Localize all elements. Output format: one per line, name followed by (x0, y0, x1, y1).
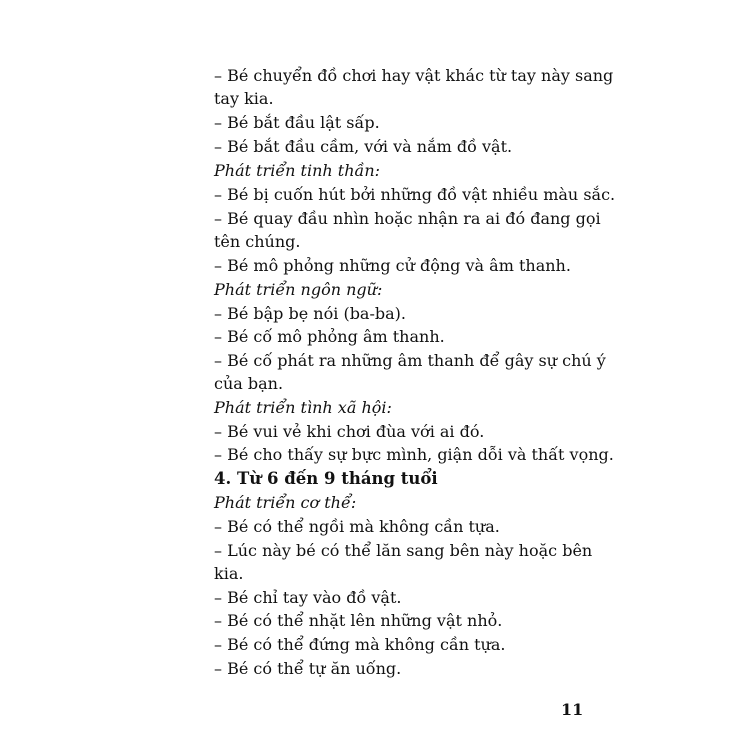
text-line: – Bé vui vẻ khi chơi đùa với ai đó. (214, 422, 485, 441)
text-line: – Bé chỉ tay vào đồ vật. (214, 588, 402, 607)
text-line: – Bé bị cuốn hút bởi những đồ vật nhiều màu sắc. (214, 185, 616, 204)
section-heading: Phát triển cơ thể: (214, 493, 357, 512)
section-heading: Phát triển tinh thần: (214, 161, 381, 180)
text-line: – Lúc này bé có thể lăn sang bên này hoặc bên (214, 541, 593, 560)
text-line: – Bé mô phỏng những cử động và âm thanh. (214, 256, 571, 275)
text-line: kia. (214, 564, 244, 583)
text-line: – Bé cố mô phỏng âm thanh. (214, 327, 445, 346)
chapter-heading: 4. Từ 6 đến 9 tháng tuổi (214, 469, 438, 488)
section-heading: Phát triển ngôn ngữ: (214, 280, 383, 299)
text-line: tên chúng. (214, 232, 301, 251)
text-line: – Bé bắt đầu cầm, với và nắm đồ vật. (214, 137, 513, 156)
text-line: – Bé có thể đứng mà không cần tựa. (214, 635, 506, 654)
text-line: – Bé có thể ngồi mà không cần tựa. (214, 517, 500, 536)
text-line: – Bé cố phát ra những âm thanh để gây sự chú ý (214, 351, 606, 370)
text-line: của bạn. (214, 374, 284, 393)
text-line: – Bé bập bẹ nói (ba-ba). (214, 304, 406, 323)
text-line: – Bé quay đầu nhìn hoặc nhận ra ai đó đang gọi (214, 209, 601, 228)
text-line: – Bé bắt đầu lật sấp. (214, 113, 380, 132)
text-line: – Bé có thể tự ăn uống. (214, 659, 402, 678)
text-line: – Bé cho thấy sự bực mình, giận dỗi và thất vọng. (214, 445, 614, 464)
text-line: tay kia. (214, 89, 274, 108)
text-line: – Bé chuyển đồ chơi hay vật khác từ tay này sang (214, 66, 614, 85)
text-line: – Bé có thể nhặt lên những vật nhỏ. (214, 611, 503, 630)
section-heading: Phát triển tình xã hội: (214, 398, 392, 417)
page-number: 11 (561, 700, 584, 719)
